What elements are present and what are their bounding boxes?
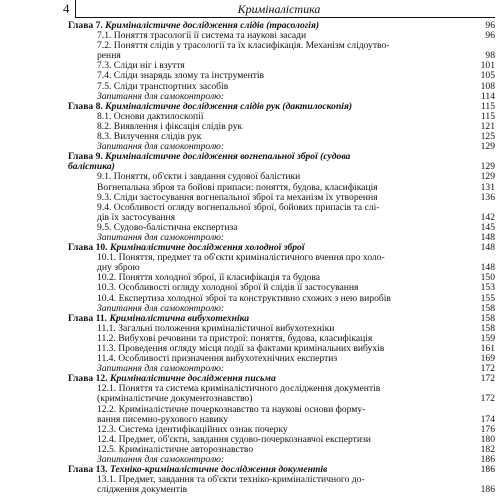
chapter-label: Глава 10.: [68, 242, 108, 254]
toc-section: [63, 41, 495, 51]
toc-page-number: 158: [480, 322, 495, 334]
toc-entry-title: дів їх застосування: [97, 211, 176, 223]
toc-page-number: 172: [480, 393, 495, 405]
toc-entry-title: 7.4. Сліди знарядь злому та інструментів: [97, 70, 265, 82]
chapter-label: Глава 13.: [68, 464, 108, 476]
toc-entry-title: 12.5. Криміналістичне авторознавство: [97, 443, 254, 455]
toc-page-number: 153: [480, 282, 495, 294]
toc-page-number: 182: [480, 443, 495, 455]
toc-entry-title: 7.1. Поняття трасології її система та наукові засади: [97, 30, 307, 42]
toc-page-number: 121: [480, 120, 495, 132]
toc-page-number: 158: [480, 302, 495, 314]
toc-entry-title: Техніко-криміналістичне дослідження документів: [107, 464, 328, 476]
toc-entry-title: 10.2. Поняття холодної зброї, її класифікація та будова: [97, 272, 321, 284]
toc-entry-title: Запитання для самоконтролю:: [97, 141, 225, 153]
toc-page-number: 186: [480, 454, 495, 466]
toc-page-number: 172: [480, 373, 495, 385]
toc-entry-title: 11.2. Вибухові речовини та пристрої: поняття, будова, класифікація: [97, 332, 373, 344]
toc-page-number: 136: [480, 191, 495, 203]
toc-entry-title: 11.4. Особливості призначення вибухотехнічних експертиз: [97, 353, 338, 365]
toc-page-number: 115: [480, 100, 495, 112]
chapter-label: Глава 8.: [68, 100, 103, 112]
toc-page-number: 161: [480, 343, 495, 354]
chapter-label: Глава 11.: [68, 312, 108, 324]
toc-entry-title: рення: [97, 50, 121, 62]
toc-page-number: 115: [480, 110, 495, 122]
toc-entry-title: Криміналістичне дослідження вогнепальної зброї (судова: [102, 151, 351, 163]
toc-page-number: 148: [480, 242, 495, 254]
toc-page-number: 105: [480, 70, 495, 82]
toc-page-number: 142: [480, 211, 495, 223]
running-title: Криміналістика: [237, 2, 321, 16]
toc-entry-title: 10.3. Особливості огляду холодної зброї й слідів її застосування: [97, 282, 359, 294]
toc-page-number: 159: [480, 332, 495, 344]
toc-entry-title: 7.5. Сліди транспортних засобів: [97, 80, 229, 92]
toc-page-number: 169: [480, 353, 495, 365]
toc-entry-title: 8.3. Вилучення слідів рук: [97, 131, 202, 143]
chapter-label: Глава 7.: [68, 20, 103, 31]
toc-entry-title: Криміналістична вибухотехніка: [107, 312, 250, 324]
running-header: [63, 0, 495, 18]
toc-page-number: 148: [480, 262, 495, 274]
toc-page-number: 158: [480, 312, 495, 324]
toc-entry-title: 9.1. Поняття, об'єкти і завдання судової балістики: [97, 171, 301, 183]
toc-page-number: 129: [480, 171, 495, 183]
toc-entry-title: 9.4. Особливості огляду вогнепальної зброї, бойових припасів та слі-: [97, 201, 380, 213]
toc-page-number: 96: [485, 30, 495, 42]
toc-entry-title: вання писемно-рухового навику: [97, 413, 229, 425]
toc-entry-title: 11.1. Загальні положення криміналістичної вибухотехніки: [97, 322, 335, 334]
toc-entry-title: Криміналістичне дослідження холодної зброї: [107, 242, 305, 254]
toc-entry-title: 12.4. Предмет, об'єкти, завдання судово-почеркознавчої експертизи: [97, 433, 371, 445]
toc-entry-title: 10.1. Поняття, предмет та об'єкти криміналістичного вчення про холо-: [97, 252, 385, 264]
toc-page-number: 176: [480, 423, 495, 435]
toc-page-number: 186: [480, 484, 495, 496]
toc-entry-title: 8.2. Виявлення і фіксація слідів рук: [97, 120, 243, 132]
chapter-label: Глава 9.: [68, 151, 103, 163]
toc-entry-title: 13.1. Предмет, завдання та об'єкти техніко-криміналістичного до-: [97, 474, 365, 486]
table-of-contents: [63, 21, 495, 495]
toc-page-number: 131: [480, 181, 495, 193]
page-number: 4: [63, 1, 70, 16]
toc-entry-title: 8.1. Основи дактилоскопії: [97, 110, 204, 122]
toc-entry-title: балістика): [68, 161, 115, 173]
toc-entry-title: Криміналістичне дослідження письма: [107, 373, 276, 385]
toc-page-number: 98: [485, 50, 495, 62]
toc-chapter: [63, 152, 495, 162]
toc-page-number: 114: [480, 90, 495, 102]
toc-entry-title: 9.3. Сліди застосування вогнепальної зброї та механізм їх утворення: [97, 191, 378, 203]
toc-entry-title: 7.3. Сліди ніг і взуття: [97, 60, 185, 72]
toc-entry-title: Криміналістичне дослідження слідів рук (дактилоскопія): [102, 100, 353, 112]
toc-section: [63, 485, 495, 495]
toc-entry-title: дну зброю: [97, 262, 140, 274]
toc-entry-title: Запитання для самоконтролю:: [97, 90, 225, 102]
toc-entry-title: слідження документів: [97, 484, 188, 496]
toc-entry-title: 12.3. Система ідентифікаційних ознак почерку: [97, 423, 288, 435]
toc-page-number: 155: [480, 292, 495, 304]
toc-entry-title: 11.3. Проведення огляду місця події за фактами кримінальних вибухів: [97, 343, 385, 354]
toc-page-number: 172: [480, 363, 495, 375]
toc-entry-title: 10.4. Експертиза холодної зброї та конструктивно схожих з нею виробів: [97, 292, 391, 304]
toc-page-number: 101: [480, 60, 495, 72]
toc-entry-title: (криміналістичне документознавство): [97, 393, 253, 405]
header-rule: [75, 17, 495, 18]
toc-entry-title: 12.1. Поняття та система криміналістичного дослідження документів: [97, 383, 381, 395]
toc-page-number: 150: [480, 272, 495, 284]
toc-page-number: 148: [480, 231, 495, 243]
toc-entry-title: Запитання для самоконтролю:: [97, 302, 225, 314]
chapter-label: Глава 12.: [68, 373, 108, 385]
toc-page-number: 96: [485, 20, 495, 31]
toc-page-number: 108: [480, 80, 495, 92]
toc-page-number: 180: [480, 433, 495, 445]
toc-page-number: 145: [480, 221, 495, 233]
toc-entry-title: 9.5. Судово-балістична експертиза: [97, 221, 238, 233]
toc-entry-title: Запитання для самоконтролю:: [97, 363, 225, 375]
toc-entry-title: Запитання для самоконтролю:: [97, 454, 225, 466]
toc-entry-title: Вогнепальна зброя та бойові припаси: поняття, будова, класифікація: [97, 181, 378, 193]
toc-page-number: 129: [480, 161, 495, 173]
toc-page-number: 186: [480, 464, 495, 476]
toc-page-number: 129: [480, 141, 495, 153]
toc-page-number: 125: [480, 131, 495, 143]
toc-entry-title: Запитання для самоконтролю:: [97, 231, 225, 243]
toc-entry-title: 12.2. Криміналістичне почеркознавство та наукові основи форму-: [97, 403, 366, 415]
toc-entry-title: Криміналістичне дослідження слідів (трасологія): [102, 20, 320, 31]
toc-page-number: 174: [480, 413, 495, 425]
toc-entry-title: 7.2. Поняття слідів у трасології та їх класифікація. Механізм слідоутво-: [97, 40, 390, 52]
